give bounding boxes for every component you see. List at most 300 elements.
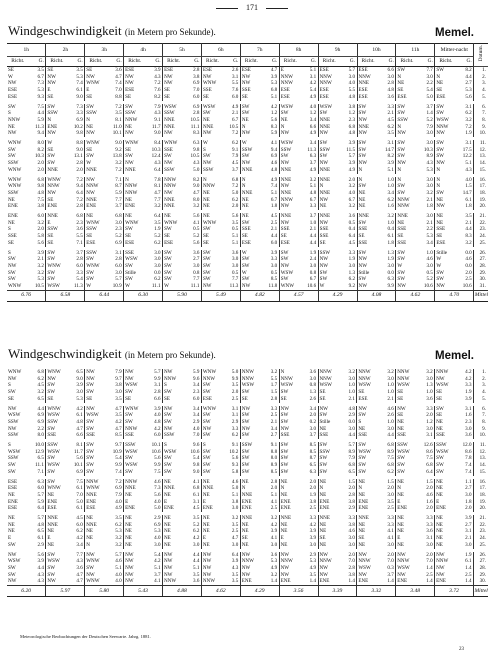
wind-direction: NE — [397, 478, 405, 485]
wind-direction: NE — [125, 521, 132, 528]
wind-speed: 2.6 — [378, 412, 395, 419]
wind-speed: 12.2 — [456, 153, 473, 160]
day-label: 22. — [479, 521, 486, 528]
wind-speed: 3.4 — [301, 140, 318, 147]
wind-speed: 0.5 — [418, 270, 435, 277]
wind-direction: SW — [202, 468, 211, 475]
wind-direction: SSW — [47, 418, 58, 425]
wind-direction: SW — [8, 564, 16, 571]
wind-direction: NNW — [125, 116, 138, 123]
wind-direction: ESE — [358, 87, 368, 94]
wind-direction: SW — [319, 455, 328, 462]
wind-speed: 6.2 — [223, 140, 240, 147]
wind-direction: SE — [47, 395, 54, 402]
wind-direction: NNW — [358, 375, 371, 382]
wind-direction: NE — [202, 541, 210, 548]
wind-direction: E — [280, 535, 284, 542]
wind-speed: 3.3 — [262, 256, 279, 263]
wind-speed: 7.0 — [106, 87, 123, 94]
wind-direction: WNW — [47, 405, 61, 412]
wind-direction: NE — [358, 478, 366, 485]
wind-speed: 6.2 — [340, 276, 357, 283]
speed-header: G. — [223, 57, 240, 67]
wind-direction: NW — [358, 262, 368, 269]
mean-row — [7, 290, 488, 301]
wind-direction: SE — [319, 389, 326, 396]
day-label: 24. — [479, 535, 486, 542]
wind-speed: 6.6 — [379, 67, 396, 74]
wind-direction: NE — [280, 521, 288, 528]
day-label: 10. — [479, 432, 486, 439]
wind-speed: 4.2 — [67, 406, 84, 413]
wind-speed: 0.4 — [340, 226, 357, 233]
wind-speed: 3.0 — [340, 426, 357, 433]
wind-direction: NW — [241, 130, 251, 137]
direction-header: Richt. — [85, 57, 107, 67]
direction-header: Richt. — [435, 57, 457, 67]
wind-speed: 6.5 — [340, 469, 357, 476]
wind-direction: NNE — [397, 213, 408, 220]
wind-speed: 3.4 — [301, 406, 318, 413]
table-row — [7, 462, 488, 469]
wind-speed: 9.3 — [223, 462, 240, 469]
wind-speed: 3.5 — [301, 572, 318, 579]
wind-direction: SW — [86, 448, 94, 455]
wind-speed: 9.2 — [340, 283, 357, 290]
wind-direction: ENE — [8, 203, 18, 210]
wind-speed: 9.8 — [68, 130, 85, 137]
wind-direction: NE — [319, 521, 327, 528]
wind-direction: NW — [319, 256, 329, 263]
wind-direction: NW — [202, 425, 212, 432]
wind-speed: 10.3 — [29, 153, 46, 160]
wind-speed: 10.3 — [145, 147, 162, 154]
wind-speed: 2.0 — [301, 479, 318, 486]
wind-direction: NW — [47, 130, 56, 137]
wind-speed: 7.7 — [106, 197, 123, 204]
wind-speed: 6.7 — [29, 74, 46, 81]
wind-speed: 3.2 — [456, 117, 473, 124]
wind-speed: 3.8 — [340, 522, 357, 529]
wind-speed: 1.9 — [145, 226, 162, 233]
wind-speed: 10.6 — [184, 449, 201, 456]
wind-direction: Stille — [125, 269, 136, 276]
wind-direction: NW — [241, 405, 251, 412]
wind-direction: WNW — [86, 219, 100, 226]
wind-direction: SE — [241, 395, 248, 402]
wind-speed: 7.9 — [223, 153, 240, 160]
direction-header: Richt. — [279, 57, 301, 67]
wind-direction: NNW — [125, 425, 138, 432]
table-row — [7, 396, 488, 403]
wind-direction: NW — [164, 564, 173, 571]
wind-direction: SW — [358, 442, 367, 449]
wind-direction: NE — [436, 478, 443, 485]
wind-direction: NW — [47, 189, 56, 196]
wind-speed: 1.9 — [456, 130, 473, 137]
day-label: 11. — [479, 442, 486, 449]
wind-direction: SW — [358, 455, 367, 462]
table-row — [7, 469, 488, 476]
speed-header: G. — [262, 57, 279, 67]
wind-direction: SE — [8, 67, 14, 73]
wind-speed: 3.4 — [184, 406, 201, 413]
wind-speed: 3.6 — [417, 528, 434, 535]
wind-speed: 2.8 — [184, 110, 201, 117]
day-label: 9. — [482, 123, 486, 130]
wind-direction: SSE — [125, 249, 134, 256]
wind-direction: ENE — [47, 498, 58, 505]
wind-speed: 3.6 — [184, 250, 201, 257]
wind-speed: 5.9 — [106, 190, 123, 197]
wind-speed: 5.3 — [145, 528, 162, 535]
wind-direction: SE — [164, 87, 171, 94]
wind-direction: NNW — [436, 558, 449, 565]
wind-speed: 3.6 — [301, 369, 318, 376]
table-row — [7, 578, 488, 585]
wind-speed: 5.6 — [262, 117, 279, 124]
wind-speed: 1.9 — [301, 492, 318, 499]
wind-speed: 6.8 — [378, 462, 395, 469]
day-label: 17. — [479, 485, 486, 492]
wind-speed: 3.2 — [262, 369, 279, 376]
wind-direction: NNW — [241, 558, 254, 565]
wind-direction: W — [86, 160, 92, 167]
wind-speed: 10.5 — [184, 117, 201, 124]
wind-speed: 3.5 — [106, 515, 123, 522]
wind-speed: 4.2 — [106, 419, 123, 426]
wind-direction: NE — [202, 528, 210, 535]
wind-direction: NNW — [319, 80, 332, 87]
wind-speed: 2.8 — [262, 396, 279, 403]
wind-speed: 3.3 — [379, 104, 396, 111]
wind-direction: SSW — [241, 146, 253, 153]
wind-speed: 3.0 — [378, 542, 395, 549]
wind-direction: NE — [8, 219, 15, 226]
wind-speed: 4.7 — [67, 426, 84, 433]
wind-speed: 3.2 — [29, 389, 46, 396]
wind-speed: 5.3 — [262, 558, 279, 565]
wind-speed: 2.5 — [456, 276, 473, 283]
wind-direction: NW — [436, 571, 445, 578]
wind-speed: 9.0 — [184, 183, 201, 190]
wind-speed: 6.2 — [456, 110, 473, 117]
wind-direction: SW — [164, 226, 172, 233]
wind-direction: NW — [8, 80, 17, 87]
wind-speed: 6.9 — [106, 485, 123, 492]
wind-direction: SW — [241, 256, 250, 263]
table-row — [7, 522, 488, 529]
mean-value: 5.97 — [46, 586, 85, 597]
wind-speed: 7.7 — [418, 67, 435, 74]
wind-speed: 3.3 — [378, 515, 395, 522]
wind-direction: SW — [319, 153, 328, 160]
day-label: 23. — [479, 226, 486, 233]
wind-direction: NE — [202, 116, 210, 123]
wind-speed: 1.4 — [301, 578, 318, 585]
wind-direction: E — [86, 87, 90, 94]
wind-speed: 8.6 — [456, 449, 473, 456]
wind-direction: WSW — [8, 448, 21, 455]
wind-speed: 4.8 — [340, 406, 357, 413]
wind-speed: 6.5 — [29, 396, 46, 403]
wind-direction: SW — [86, 256, 94, 263]
wind-speed: 4.0 — [301, 104, 318, 111]
wind-speed: 4.2 — [456, 376, 473, 383]
wind-speed: 4.0 — [340, 80, 357, 87]
wind-speed: 1.4 — [456, 565, 473, 572]
wind-direction: NNE — [164, 116, 175, 123]
wind-direction: NNE — [319, 176, 331, 183]
wind-direction: SW — [358, 219, 367, 226]
wind-direction: NNW — [86, 183, 99, 190]
wind-direction: E — [47, 219, 51, 226]
wind-direction: ENE — [8, 213, 18, 220]
wind-speed: 3.0 — [418, 213, 435, 220]
wind-direction: NW — [164, 130, 173, 137]
wind-direction: SW — [358, 146, 367, 153]
table-row — [7, 426, 488, 433]
wind-direction: SW — [241, 103, 250, 110]
speed-header: G. — [106, 57, 123, 67]
wind-speed: 8.2 — [145, 94, 162, 101]
wind-direction: SSE — [8, 233, 17, 240]
wind-speed: 6.2 — [106, 522, 123, 529]
wind-direction: NW — [164, 551, 173, 558]
day-label: 22. — [479, 219, 486, 226]
wind-direction: SW — [397, 468, 405, 475]
day-label: 16. — [479, 478, 486, 485]
wind-direction: NE — [358, 189, 366, 196]
wind-speed: 7.0 — [378, 558, 395, 565]
direction-header: Richt. — [7, 57, 29, 67]
wind-speed: 2.9 — [184, 419, 201, 426]
wind-direction: ENE — [241, 498, 252, 505]
day-label: 13. — [479, 153, 486, 160]
wind-direction: NE — [164, 213, 171, 220]
wind-direction: ENE — [436, 505, 447, 512]
wind-speed: 7.7 — [223, 276, 240, 283]
wind-direction: SW — [8, 541, 16, 548]
wind-direction: NNE — [86, 166, 97, 173]
direction-header: Richt. — [201, 57, 223, 67]
wind-speed: 7.4 — [106, 469, 123, 476]
wind-direction: SW — [125, 153, 133, 160]
wind-direction: SW — [164, 256, 172, 263]
wind-direction: SW — [436, 405, 444, 412]
wind-direction: NW — [280, 405, 290, 412]
wind-direction: NE — [125, 491, 132, 498]
day-label: 3. — [482, 80, 486, 87]
wind-direction: SE — [47, 67, 54, 73]
wind-speed: 3.7 — [301, 213, 318, 220]
wind-direction: SSE — [319, 233, 329, 240]
wind-direction: WSW — [397, 448, 410, 455]
wind-direction: SSE — [319, 432, 329, 439]
wind-direction: SW — [202, 269, 211, 276]
wind-direction: SSW — [47, 110, 58, 117]
wind-speed: 3.3 — [456, 382, 473, 389]
table-row — [7, 233, 488, 240]
wind-direction: NW — [8, 130, 17, 137]
wind-speed: 3.0 — [340, 74, 357, 81]
wind-direction: NNW — [436, 123, 449, 130]
wind-direction: NNW — [397, 196, 410, 203]
wind-direction: NNE — [241, 166, 253, 173]
wind-speed: 7.9 — [418, 124, 435, 131]
wind-direction: NW — [164, 189, 173, 196]
wind-speed: 7.1 — [68, 240, 85, 247]
wind-direction: N — [241, 176, 246, 183]
wind-speed: 5.1 — [223, 240, 240, 247]
wind-direction: NNE — [280, 166, 292, 173]
wind-direction: SSE — [319, 226, 329, 233]
wind-direction: WNW — [202, 405, 217, 412]
wind-direction: NW — [319, 196, 329, 203]
wind-direction: ENE — [319, 498, 330, 505]
wind-speed: 3.0 — [184, 263, 201, 270]
wind-direction: NW — [280, 183, 290, 190]
wind-direction: NW — [47, 375, 56, 382]
wind-direction: SSW — [125, 442, 136, 449]
wind-direction: SSE — [241, 226, 251, 233]
wind-direction: Stille — [319, 418, 331, 425]
day-label: 31. — [479, 283, 486, 290]
wind-direction: SE — [436, 395, 443, 402]
wind-speed: 4.9 — [301, 130, 318, 137]
wind-direction: ENE — [86, 203, 97, 210]
wind-direction: WSW — [47, 462, 60, 469]
wind-speed: 1.0 — [378, 382, 395, 389]
wind-speed: 3.6 — [106, 67, 123, 74]
wind-speed: 9.7 — [106, 442, 123, 449]
wind-speed: 4.8 — [145, 419, 162, 426]
wind-direction: NW — [241, 80, 251, 87]
wind-direction: SE — [280, 395, 287, 402]
wind-direction: WNW — [202, 219, 217, 226]
wind-speed: 3.2 — [184, 203, 201, 210]
wind-speed: 2.0 — [456, 505, 473, 512]
wind-direction: NE — [8, 515, 15, 522]
wind-direction: SW — [397, 103, 406, 110]
wind-direction: SE — [8, 239, 14, 246]
wind-speed: 12.6 — [417, 442, 434, 449]
wind-speed: 7.0 — [417, 558, 434, 565]
wind-direction: SW — [319, 412, 328, 419]
wind-speed: 3.7 — [418, 104, 435, 111]
wind-speed: 7.2 — [106, 104, 123, 111]
wind-speed: 6.3 — [184, 140, 201, 147]
wind-direction: NNW — [319, 375, 332, 382]
wind-direction: Stille — [436, 249, 448, 256]
wind-direction: SW — [436, 103, 444, 110]
wind-speed: 3.0 — [417, 376, 434, 383]
wind-direction: W — [86, 283, 92, 290]
wind-direction: NNE — [319, 515, 330, 522]
wind-direction: SW — [202, 432, 211, 439]
wind-direction: SW — [125, 103, 133, 110]
wind-direction: SW — [241, 468, 250, 475]
wind-direction: ESE — [202, 67, 213, 73]
table-row — [7, 183, 488, 190]
wind-speed: 4.3 — [145, 74, 162, 81]
wind-direction: SE — [125, 93, 132, 100]
wind-direction: NE — [358, 425, 366, 432]
wind-speed: 4.7 — [106, 426, 123, 433]
wind-direction: NE — [125, 528, 132, 535]
wind-direction: NW — [358, 256, 368, 263]
wind-direction: SSE — [125, 432, 134, 439]
wind-direction: NW — [241, 571, 251, 578]
wind-speed: 5.5 — [223, 80, 240, 87]
wind-speed: 3.6 — [67, 565, 84, 572]
wind-speed: 5.1 — [456, 160, 473, 167]
wind-speed: 4.0 — [145, 499, 162, 506]
wind-speed: 10.1 — [106, 130, 123, 137]
wind-direction: ESE — [125, 239, 135, 246]
mean-value: 3.39 — [318, 586, 357, 597]
table-row — [7, 389, 488, 396]
wind-direction: NW — [319, 564, 328, 571]
wind-direction: ENE — [202, 505, 213, 512]
wind-speed: 6.4 — [223, 552, 240, 559]
wind-speed: 2.8 — [145, 389, 162, 396]
wind-speed: 3.6 — [379, 94, 396, 101]
day-label: 15. — [479, 468, 486, 475]
wind-speed: 9.0 — [68, 147, 85, 154]
wind-speed: 3.3 — [301, 203, 318, 210]
wind-speed: 5.1 — [301, 183, 318, 190]
wind-speed: 5.5 — [262, 376, 279, 383]
wind-direction: SW — [319, 269, 328, 276]
wind-speed: 9.7 — [106, 376, 123, 383]
wind-speed: 0.0 — [456, 263, 473, 270]
wind-direction: NE — [319, 528, 327, 535]
wind-speed: 2.1 — [378, 396, 395, 403]
wind-direction: SW — [125, 226, 133, 233]
wind-speed: 3.0 — [379, 263, 396, 270]
wind-direction: ESE — [125, 87, 135, 94]
wind-direction: NNW — [47, 183, 60, 190]
hour-header: 10h — [357, 44, 396, 57]
wind-speed: 1.8 — [418, 203, 435, 210]
wind-direction: S — [8, 249, 11, 256]
wind-speed: 5.2 — [418, 117, 435, 124]
wind-direction: NW — [202, 73, 212, 80]
wind-direction: ENE — [280, 578, 291, 585]
wind-speed: 3.0 — [223, 256, 240, 263]
wind-direction: SW — [47, 468, 56, 475]
wind-direction: SW — [319, 442, 328, 449]
wind-speed: 3.3 — [340, 515, 357, 522]
wind-direction: NNE — [202, 123, 214, 130]
wind-speed: 4.9 — [340, 167, 357, 174]
day-label: 1. — [482, 369, 486, 375]
wind-direction: WSW — [47, 558, 60, 565]
wind-speed: 1.0 — [340, 389, 357, 396]
wind-speed: 4.7 — [184, 190, 201, 197]
wind-direction: ESE — [358, 67, 368, 73]
wind-direction: N — [436, 166, 440, 173]
wind-direction: WNW — [8, 166, 22, 173]
wind-speed: 3.3 — [417, 406, 434, 413]
speed-header: G. — [145, 57, 162, 67]
wind-direction: NW — [125, 571, 134, 578]
wind-speed: 3.8 — [184, 74, 201, 81]
wind-speed: 9.9 — [379, 283, 396, 290]
wind-speed: 2.3 — [456, 419, 473, 426]
wind-direction: SW — [47, 382, 56, 389]
